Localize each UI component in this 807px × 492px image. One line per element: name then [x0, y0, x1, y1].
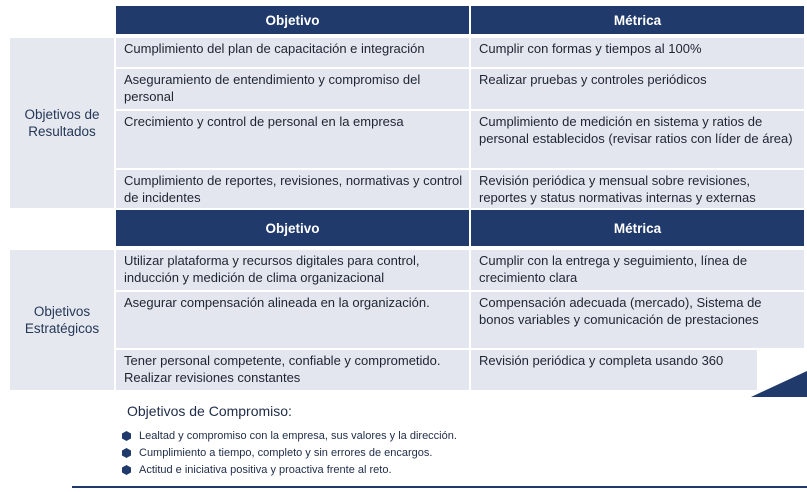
compromiso-bullet-1: [122, 430, 457, 442]
table2-row2-objetivo: Asegurar compensación alineada en la organización.: [116, 292, 469, 348]
corner-accent-shape: [751, 371, 807, 397]
table2-side-label-line2: Estratégicos: [24, 321, 100, 336]
compromiso-title: Objetivos de Compromiso:: [127, 403, 292, 419]
table2-side-label: [10, 250, 114, 390]
table1-row4-objetivo: Cumplimiento de reportes, revisiones, normativas y control de incidentes: [116, 170, 469, 208]
compromiso-bullet-2: [122, 447, 432, 459]
table2-row2-metrica: Compensación adecuada (mercado), Sistema de bonos variables y comunicación de prestaciones: [471, 292, 804, 348]
table1-header-metrica: Métrica: [471, 6, 804, 34]
table2-row3-metrica: Revisión periódica y completa usando 360: [471, 350, 757, 390]
hexagon-bullet-icon: [122, 448, 131, 458]
table1-row3-metrica: Cumplimiento de medición en sistema y ratios de personal establecidos (revisar ratios con líder de área): [471, 111, 804, 168]
compromiso-bullet-text: Lealtad y compromiso con la empresa, sus valores y la dirección.: [139, 430, 457, 442]
table1-row1-metrica: Cumplir con formas y tiempos al 100%: [471, 38, 804, 67]
table1-side-label-line2: Resultados: [28, 124, 96, 139]
table2-header-objetivo: Objetivo: [116, 210, 469, 246]
table1-row2-metrica: Realizar pruebas y controles periódicos: [471, 69, 804, 109]
bottom-divider: [72, 486, 807, 488]
table1-row2-objetivo: Aseguramiento de entendimiento y compromiso del personal: [116, 69, 469, 109]
compromiso-bullet-text: Actitud e iniciativa positiva y proactiva frente al reto.: [139, 464, 392, 476]
table2-row1-metrica: Cumplir con la entrega y seguimiento, línea de crecimiento clara: [471, 250, 804, 290]
hexagon-bullet-icon: [122, 465, 131, 475]
table1-row3-objetivo: Crecimiento y control de personal en la empresa: [116, 111, 469, 168]
table1-header-objetivo: Objetivo: [116, 6, 469, 34]
table2-row3-objetivo: Tener personal competente, confiable y comprometido. Realizar revisiones constantes: [116, 350, 469, 390]
table2-side-label-line1: Objetivos: [33, 304, 91, 319]
compromiso-bullet-3: [122, 464, 392, 476]
table1-row1-objetivo: Cumplimiento del plan de capacitación e integración: [116, 38, 469, 67]
table2-row1-objetivo: Utilizar plataforma y recursos digitales para control, inducción y medición de clima organizacional: [116, 250, 469, 290]
compromiso-bullet-text: Cumplimiento a tiempo, completo y sin errores de encargos.: [139, 447, 433, 459]
table1-side-label-line1: Objetivos de: [24, 107, 100, 122]
table1-row4-metrica: Revisión periódica y mensual sobre revisiones, reportes y status normativas internas y externas: [471, 170, 804, 208]
table1-side-label: [10, 38, 114, 208]
hexagon-bullet-icon: [122, 431, 131, 441]
table2-header-metrica: Métrica: [471, 210, 804, 246]
